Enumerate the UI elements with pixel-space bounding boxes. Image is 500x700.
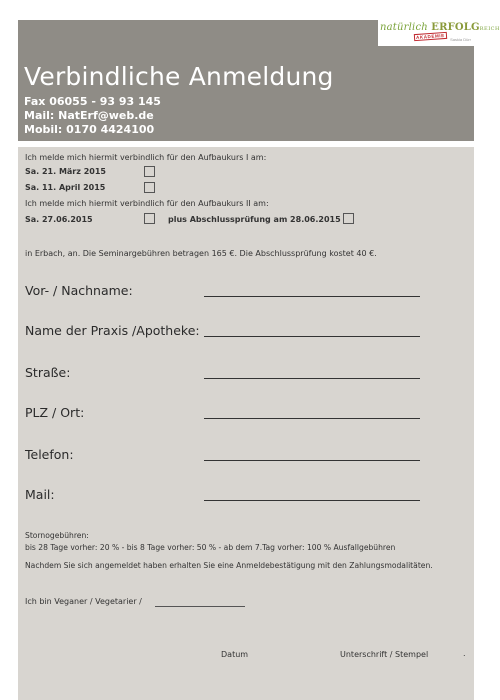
field-line-praxis[interactable] [204,336,420,337]
field-line-telefon[interactable] [204,460,420,461]
course1-date-1-checkbox[interactable] [144,166,155,177]
contact-mobil: Mobil: 0170 4424100 [24,123,155,136]
trailing-dot: . [463,649,466,658]
course2-date: Sa. 27.06.2015 [25,215,93,224]
field-label-name: Vor- / Nachname: [25,283,133,298]
field-line-plz-ort[interactable] [204,418,420,419]
storno-confirmation: Nachdem Sie sich angemeldet haben erhalten Sie eine Anmeldebestätigung mit den Zahlungsmodalitäten. [25,561,433,570]
course2-exam: plus Abschlussprüfung am 28.06.2015 [168,215,341,224]
course1-date-2-checkbox[interactable] [144,182,155,193]
contact-fax: Fax 06055 - 93 93 145 [24,95,161,108]
course2-date-checkbox[interactable] [144,213,155,224]
signature-label: Unterschrift / Stempel [340,650,429,659]
field-label-mail: Mail: [25,487,55,502]
logo [378,20,500,46]
storno-terms: bis 28 Tage vorher: 20 % - bis 8 Tage vorher: 50 % - ab dem 7.Tag vorher: 100 % Ausfallgebühren [25,543,396,552]
field-label-strasse: Straße: [25,365,71,380]
logo-subtitle: Saskia Dürr [450,37,471,42]
logo-wordmark: natürlich ERFOLGREICH [380,22,500,33]
date-label: Datum [221,650,249,659]
form-panel [18,147,474,700]
field-label-plz-ort: PLZ / Ort: [25,405,85,420]
course1-intro: Ich melde mich hiermit verbindlich für den Aufbaukurs I am: [25,153,267,162]
logo-stamp: AKADEMIE [414,32,447,41]
storno-title: Stornogebühren: [25,531,89,540]
field-line-mail[interactable] [204,500,420,501]
diet-line[interactable] [155,606,245,607]
contact-mail: Mail: NatErf@web.de [24,109,154,122]
course2-intro: Ich melde mich hiermit verbindlich für den Aufbaukurs II am: [25,199,269,208]
fees-note: in Erbach, an. Die Seminargebühren betragen 165 €. Die Abschlussprüfung kostet 40 €. [25,249,377,258]
page-title: Verbindliche Anmeldung [24,62,334,91]
diet-label: Ich bin Veganer / Vegetarier / [25,597,142,606]
field-label-telefon: Telefon: [25,447,74,462]
course1-date-2: Sa. 11. April 2015 [25,183,106,192]
field-line-name[interactable] [204,296,420,297]
field-line-strasse[interactable] [204,378,420,379]
field-label-praxis: Name der Praxis /Apotheke: [25,323,200,338]
course1-date-1: Sa. 21. März 2015 [25,167,106,176]
course2-exam-checkbox[interactable] [343,213,354,224]
